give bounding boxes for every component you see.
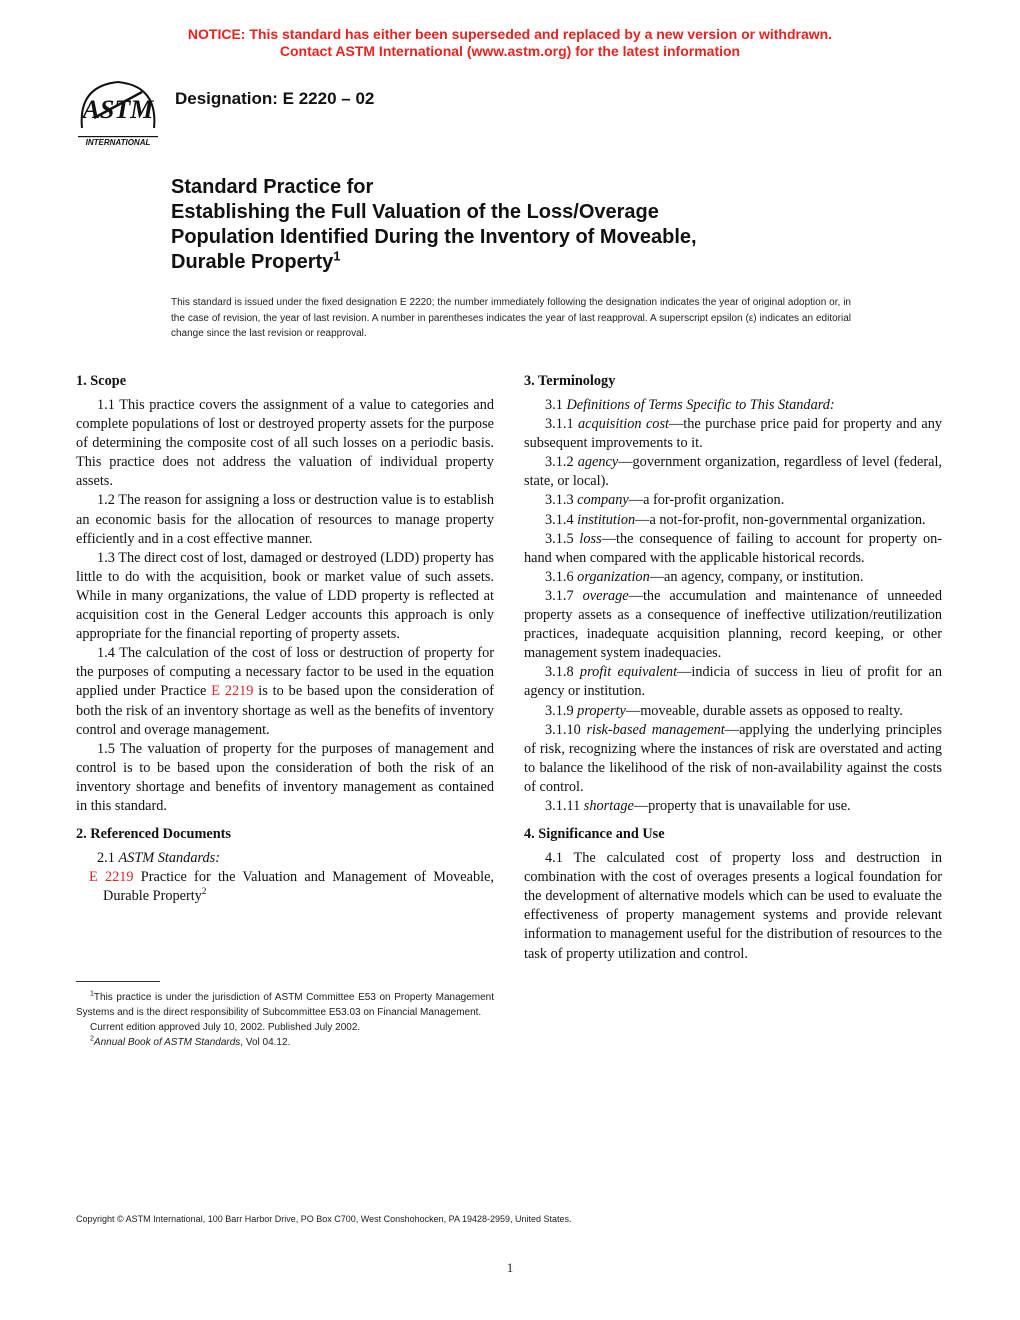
link-e2219-ref[interactable]: E 2219 bbox=[89, 869, 134, 886]
page-number: 1 bbox=[506, 1260, 514, 1275]
logo-text: ASTM bbox=[82, 95, 154, 124]
scope-1-5: 1.5 The valuation of property for the purposes of management and control is to be based upon the consideration of both the risk of an inventory shortage and benefits of inventory management as contained in this standard. bbox=[76, 740, 494, 814]
title-line-4: Durable Property bbox=[171, 251, 334, 273]
scope-1-1: 1.1 This practice covers the assignment of a value to categories and complete populations of lost or destroyed property assets for the purpose of determining the composite cost of all such losses on a periodic basis. This practice does not address the valuation of individual property assets. bbox=[76, 397, 494, 490]
title-footnote-ref: 1 bbox=[333, 248, 341, 264]
significance-heading: 4. Significance and Use bbox=[524, 826, 665, 843]
scope-1-4: 1.4 The calculation of the cost of loss or destruction of property for the purposes of computing a necessary factor to be used in the equation applied under Practice E 2219 is to be based upon the consideration of both the risk of an inventory shortage as well as the benefits of inventory control and overage management. bbox=[76, 645, 494, 738]
definition-3-1-7: 3.1.7 overage—the accumulation and maintenance of unneeded property assets as a consequence of ineffective utilization/reutilization practices, inadequate acquisition planning, record keeping, or other management system inadequacies. bbox=[524, 587, 943, 662]
footnote-1b: Current edition approved July 10, 2002. Published July 2002. bbox=[90, 1022, 361, 1033]
notice-banner bbox=[0, 26, 1020, 60]
title-line-3: Population Identified During the Inventory of Moveable, bbox=[171, 226, 697, 248]
issue-note: This standard is issued under the fixed designation E 2220; the number immediately following the designation indicates the year of original adoption or, in the case of revision, the year of last revision. A number in parentheses indicates the year of last reapproval. A superscript epsilon (ε) indicates an editorial change since the last revision or reapproval. bbox=[171, 297, 851, 339]
left-column bbox=[76, 372, 494, 906]
copyright: Copyright © ASTM International, 100 Barr Harbor Drive, PO Box C700, West Conshohocken, PA 19428-2959, United States. bbox=[76, 1214, 572, 1224]
definition-3-1-11: 3.1.11 shortage—property that is unavailable for use. bbox=[545, 797, 851, 814]
title-line-1: Standard Practice for bbox=[171, 176, 374, 198]
footnote-1: $^1$This practice is under the jurisdiction of ASTM Committee E53 on Property Management Systems and is the direct responsibility of Subcommittee E53.03 on Financial Management. bbox=[76, 990, 494, 1018]
significance-4-1: 4.1 The calculated cost of property loss and destruction in combination with the cost of overages presents a logical foundation for the development of alternative models which can be used to evaluate the effectiveness of property management systems and provide relevant information to management useful for the distribution of resources to the task of property utilization and control. bbox=[524, 850, 942, 962]
document-title bbox=[171, 175, 931, 275]
title-line-2: Establishing the Full Valuation of the Loss/Overage bbox=[171, 201, 659, 223]
definition-3-1-6: 3.1.6 organization—an agency, company, or institution. bbox=[545, 568, 864, 585]
footnote-rule bbox=[76, 981, 160, 982]
scope-1-2: 1.2 The reason for assigning a loss or destruction value is to establish an economic basis for the allocation of resources to manage property efficiently and in a cost effective manner. bbox=[76, 492, 494, 547]
designation: Designation: E 2220 – 02 bbox=[175, 89, 375, 108]
refdocs-heading: 2. Referenced Documents bbox=[76, 826, 231, 843]
definition-3-1-9: 3.1.9 property—moveable, durable assets as opposed to realty. bbox=[545, 702, 903, 719]
footnote-2: $^2$Annual Book of ASTM Standards, Vol 04.12. bbox=[90, 1035, 291, 1048]
notice-line-1: NOTICE: This standard has either been superseded and replaced by a new version or withdrawn. bbox=[187, 26, 833, 42]
link-e2219[interactable]: E 2219 bbox=[211, 683, 254, 700]
right-column bbox=[524, 372, 942, 964]
terminology-heading: 3. Terminology bbox=[524, 373, 616, 389]
terminology-3-1: 3.1 Definitions of Terms Specific to This Standard: bbox=[545, 397, 835, 413]
notice-line-2: Contact ASTM International (www.astm.org) for the latest information bbox=[279, 43, 741, 59]
definition-3-1-5: 3.1.5 loss—the consequence of failing to account for property on-hand when compared with the applicable historical records. bbox=[524, 530, 943, 566]
scope-1-3: 1.3 The direct cost of lost, damaged or destroyed (LDD) property has little to do with the acquisition, book or market value of such assets. While in many organizations, the value of LDD property is reflected at acquisition cost in the General Ledger accounts this approach is only appropriate for the financial reporting of property assets. bbox=[76, 549, 494, 643]
definition-3-1-4: 3.1.4 institution—a not-for-profit, non-governmental organization. bbox=[545, 511, 926, 528]
astm-logo-icon bbox=[76, 78, 160, 148]
definition-3-1-10: 3.1.10 risk-based management—applying the underlying principles of risk, recognizing where the instances of risk are overstated and acting to balance the likelihood of the risk of non-availability against the costs of control. bbox=[524, 721, 942, 795]
refdocs-2-1: 2.1 ASTM Standards: bbox=[97, 850, 220, 867]
scope-heading: 1. Scope bbox=[76, 373, 127, 389]
definition-3-1-2: 3.1.2 agency—government organization, regardless of level (federal, state, or local). bbox=[524, 454, 942, 490]
footnotes bbox=[76, 990, 494, 1050]
refdocs-entry: E 2219 Practice for the Valuation and Management of Moveable, Durable Property$^2$ bbox=[89, 869, 495, 905]
definition-3-1-3: 3.1.3 company—a for-profit organization. bbox=[545, 492, 785, 509]
definition-3-1-8: 3.1.8 profit equivalent—indicia of success in lieu of profit for an agency or institution. bbox=[524, 664, 942, 700]
logo-sub: INTERNATIONAL bbox=[85, 138, 151, 147]
definition-3-1-1: 3.1.1 acquisition cost—the purchase price paid for property and any subsequent improvements to it. bbox=[524, 416, 942, 452]
